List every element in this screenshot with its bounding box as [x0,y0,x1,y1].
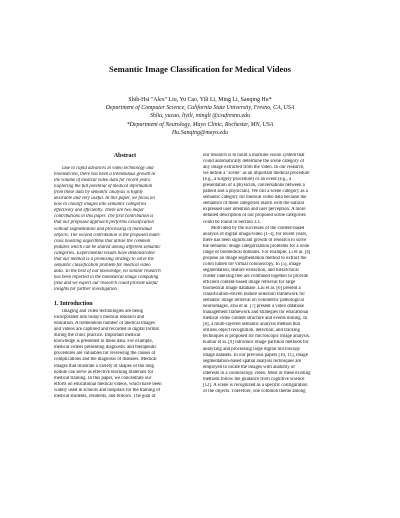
text-line: class boosting algorithms that utilize the common [54,238,151,244]
text-line: biomedicine, there has been a tremendous growth in [54,172,156,178]
text-line: image datasets. In our previous papers [10, 11], image [203,352,308,358]
text-line: objects. The second contribution is the proposed multi- [54,232,161,238]
paper-title: Semantic Image Classification for Medical Videos [109,64,291,74]
text-line: semantic classification problem for medical video [54,262,151,268]
text-line: education. A tremendous number of medical images [54,321,155,327]
text-line: patient and a physician). We call a scene category as a [203,189,308,195]
intro-text [54,309,196,400]
text-line: of the objects. Therefore, one common theme among [203,388,306,394]
text-line: efforts on educational medical videos, which have been [54,381,162,387]
text-line: medical training. In this paper, we concentrate our [54,375,152,381]
text-line: cluster indexing tree are combined together to provide [203,273,309,279]
text-line: [12]. A scene is recognized as a specific configuration [203,382,308,388]
text-line: that our proposed approach performs classification [54,220,154,226]
text-line: expressed user intention and user perception. A more [203,207,306,213]
text-line: utilizes object recognition, detection, and tracking [203,328,300,334]
text-line: propose an image segmentation method to extract the [203,255,307,261]
text-line: Exploring the full potential of medical information [54,184,153,190]
text-line: presentation of a physician, conversations between a [203,183,305,189]
text-line: colon lumen for virtual colonoscopy. In [5], image [203,261,301,267]
text-line: classification-driven feature selection framework for [203,292,305,298]
text-line: procedures are valuables for reviewing the causes of [54,351,156,357]
text-line: could automatically determine the scene category of [203,159,305,165]
text-line: from these data by semantic analysis is highly [54,190,144,196]
text-line: Due to rapid advances in video technology and [62,166,154,172]
text-line: that our method is a promising strategy to solve the [54,256,154,262]
text-line: how to classify images into semantic categories [54,202,147,208]
left-column [54,153,196,400]
right-paragraph-2 [203,226,346,395]
author-names: Shih-Hsi "Alex" Liu, Yu Cao, Yili Li, Ming Li, Sanqing Hu* [128,97,272,103]
author-block [0,96,400,137]
text-line: features which can be shared among different semantic [54,244,161,250]
text-line: biomedical image database. Liu et al. [6] present a [203,286,301,292]
right-paragraph-1 [203,153,346,226]
text-line: any image extracted from the video. In our research, [203,165,305,171]
text-line: we define a "scene" as an important medical procedure [203,171,310,177]
text-line: could be found in Section 3.1. [203,219,262,225]
text-line: the volume of medical video data for recent years. [54,178,152,184]
text-line: Motivated by the successes of the content-based [211,225,305,231]
text-line: interests in a colonoscopy video. Most of these existing [203,370,311,376]
text-line: during the clinic practice. Important medical [54,333,141,339]
text-line: desirable and very useful. In this paper, we focus on [54,196,155,202]
text-line: our research is to build a machine vision system that [203,153,305,158]
affiliation-1: Department of Computer Science, California State University, Fresno, CA, USA [105,105,295,112]
text-line: segmentation-based spatial analysis techniques are [203,358,302,364]
text-line: methods follow the guidance from cognitive science [203,376,305,382]
text-line: complications and the diagnosis of diseases. Medical [54,357,157,363]
abstract-heading: Abstract [113,153,137,159]
text-line: semantic category for medical video data because the [203,195,307,201]
abstract-text [54,166,196,293]
text-line: field and we expect our research could provide useful [54,280,158,286]
text-line: knowledge is presented in these data. For example, [54,339,153,345]
text-line: neuroimages. Zhu et al. [7] present a video database [203,304,304,310]
text-line: semantics of these categories match with the natural [203,201,305,207]
text-line: images that illustrate a variety of shapes of the lung [54,363,154,369]
text-line: medical video content structure and events mining. In [203,316,308,322]
text-line: has been reported in the biomedical image computing [54,274,159,280]
text-line: [8], a multi-layered semantic analysis method that [203,322,300,328]
text-line: detailed description of our proposed scene categories [203,213,306,219]
text-line: there has been significant growth of research to solve [203,237,307,243]
text-line: incorporated into today's medical research and [54,315,145,321]
intro-heading: 1. Introduction [54,301,93,308]
text-line: segmentation, feature extraction, and hierarchical [203,267,299,273]
text-line: management framework and strategies for educational [203,310,309,316]
right-column [203,153,346,395]
text-line: techniques is proposed for microscopic image analysis. [203,334,310,340]
text-line: the semantic image categorization problems for a wide [203,243,310,249]
text-line: Imaging and video technologies are being [62,309,144,315]
text-line: categories. Experimental results have demonstrated [54,250,155,256]
text-line: (e.g., a surgery procedure) or an event (e.g., a [203,177,292,183]
text-line: and videos are captured and recorded in digital format [54,327,159,333]
text-line: analysis of digital image/video [1-3], for recent years, [203,231,308,237]
emails-1: Shliu, yucao, liyili, mingli @csufresno.edu [149,113,251,120]
text-line: contributions in this paper. The first contribution is [54,214,154,220]
text-line: Kumar et al. [9] introduce image partition methods for [203,340,309,346]
text-line: data. To the best of our knowledge, no similar research [54,268,161,274]
text-line: analyzing and processing large digital microscopy [203,346,301,352]
text-line: widely used in schools and hospitals for the training of [54,387,161,393]
text-line: range of biomedical domains. For example, Li et al. [4] [203,249,311,255]
text-line: effectively and efficiently. There are two major [54,208,145,214]
text-line: medical videos presenting diagnostic and therapeutic [54,345,157,351]
email-2: Hu.Sanqing@mayo.edu [171,129,229,136]
text-line: medical students, residents, and fellows. The goal of [54,393,156,399]
text-line: without segmentation and processing of individual [54,226,152,232]
text-line: insights for further investigation. [54,286,119,292]
affiliation-2: *Department of Neurology, Mayo Clinic, Rochester, MN, USA [126,121,274,128]
text-line: efficient content-based image retrieval for large [203,279,296,285]
text-line: employed to locate the images with anatomy of [203,364,295,370]
text-line: semantic image retrieval on volumetric pathological [203,298,305,304]
text-line: nodule can serve as effective teaching materials for [54,369,154,375]
